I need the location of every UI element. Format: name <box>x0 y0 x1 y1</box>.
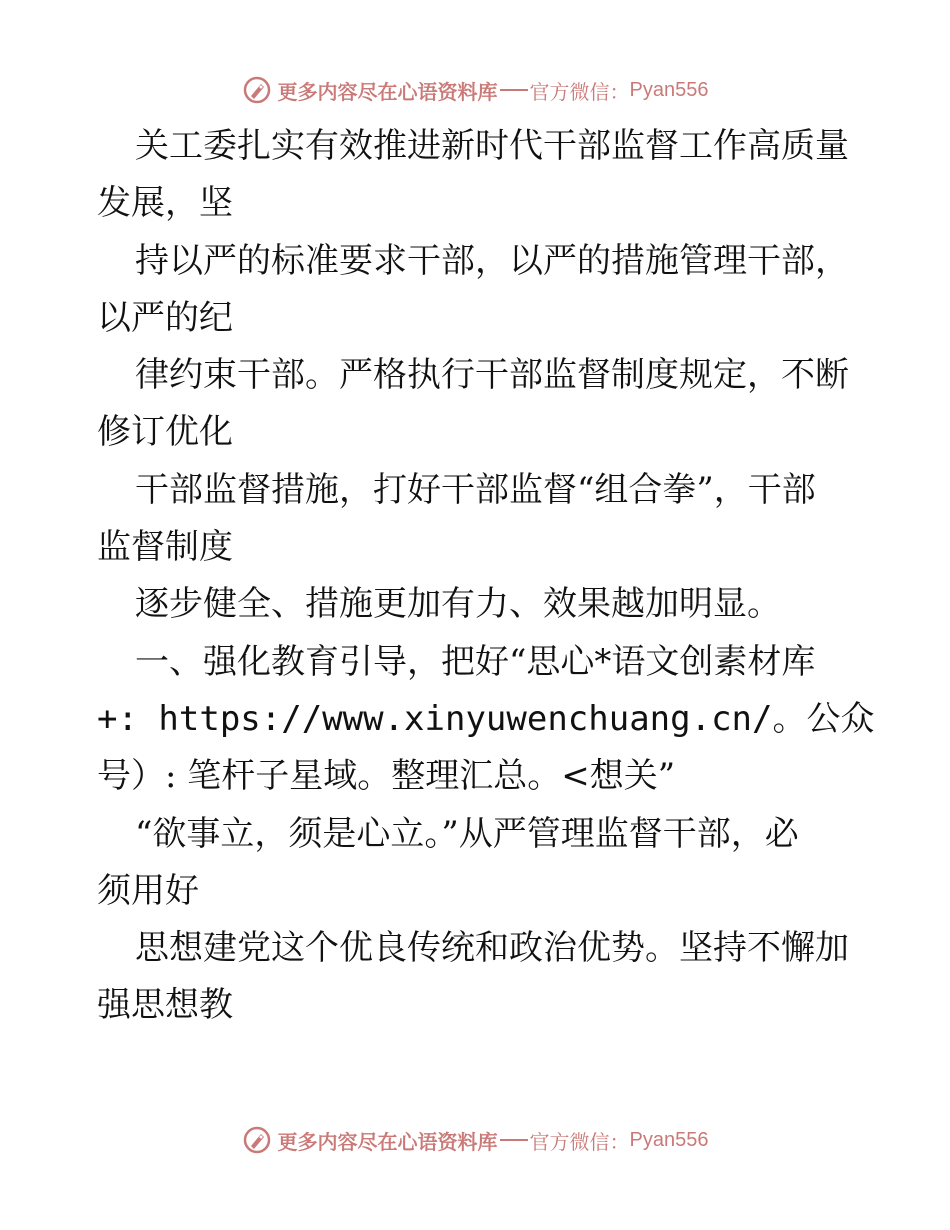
body-line: 律约束干部。严格执行干部监督制度规定，不断 <box>135 355 849 396</box>
body-line: 以严的纪 <box>97 297 233 338</box>
body-line: 号）: 笔杆子星域。整理汇总。<想关” <box>97 756 676 797</box>
body-line: 逐步健全、措施更加有力、效果越加明显。 <box>135 584 781 625</box>
body-line: 思想建党这个优良传统和政治优势。坚持不懈加 <box>135 928 849 969</box>
body-line: 干部监督措施，打好干部监督“组合拳”，干部 <box>135 469 816 510</box>
body-line: 须用好 <box>97 870 199 911</box>
header-watermark-banner <box>0 70 950 110</box>
body-line: 一、强化教育引导，把好“思心*语文创素材库 <box>135 641 816 682</box>
footer-watermark-banner <box>0 1120 950 1160</box>
header-banner-text: 更多内容尽在心语资料库 <box>277 79 498 104</box>
body-line: 修订优化 <box>97 412 233 453</box>
body-line: 监督制度 <box>97 527 233 568</box>
header-official-label: 官方微信： <box>529 79 630 104</box>
body-line: 发展，坚 <box>97 183 233 224</box>
footer-wechat-id: Pyan556 <box>629 1128 709 1151</box>
document-body <box>97 118 875 1035</box>
body-line: “欲事立，须是心立。”从严管理监督干部，必 <box>135 813 799 854</box>
body-line-url: +: https://www.xinyuwenchuang.cn/。公众 <box>97 698 875 739</box>
footer-banner-text: 更多内容尽在心语资料库 <box>277 1129 498 1154</box>
pen-nib-logo-icon <box>242 75 272 105</box>
body-line: 持以严的标准要求干部，以严的措施管理干部， <box>135 240 849 281</box>
body-line: 强思想教 <box>97 985 233 1026</box>
pen-nib-logo-icon <box>242 1125 272 1155</box>
footer-official-label: 官方微信： <box>529 1129 630 1154</box>
footer-banner-separator <box>500 1139 528 1141</box>
header-wechat-id: Pyan556 <box>629 78 709 101</box>
body-line: 关工委扎实有效推进新时代干部监督工作高质量 <box>135 126 849 166</box>
header-banner-separator <box>500 89 528 91</box>
